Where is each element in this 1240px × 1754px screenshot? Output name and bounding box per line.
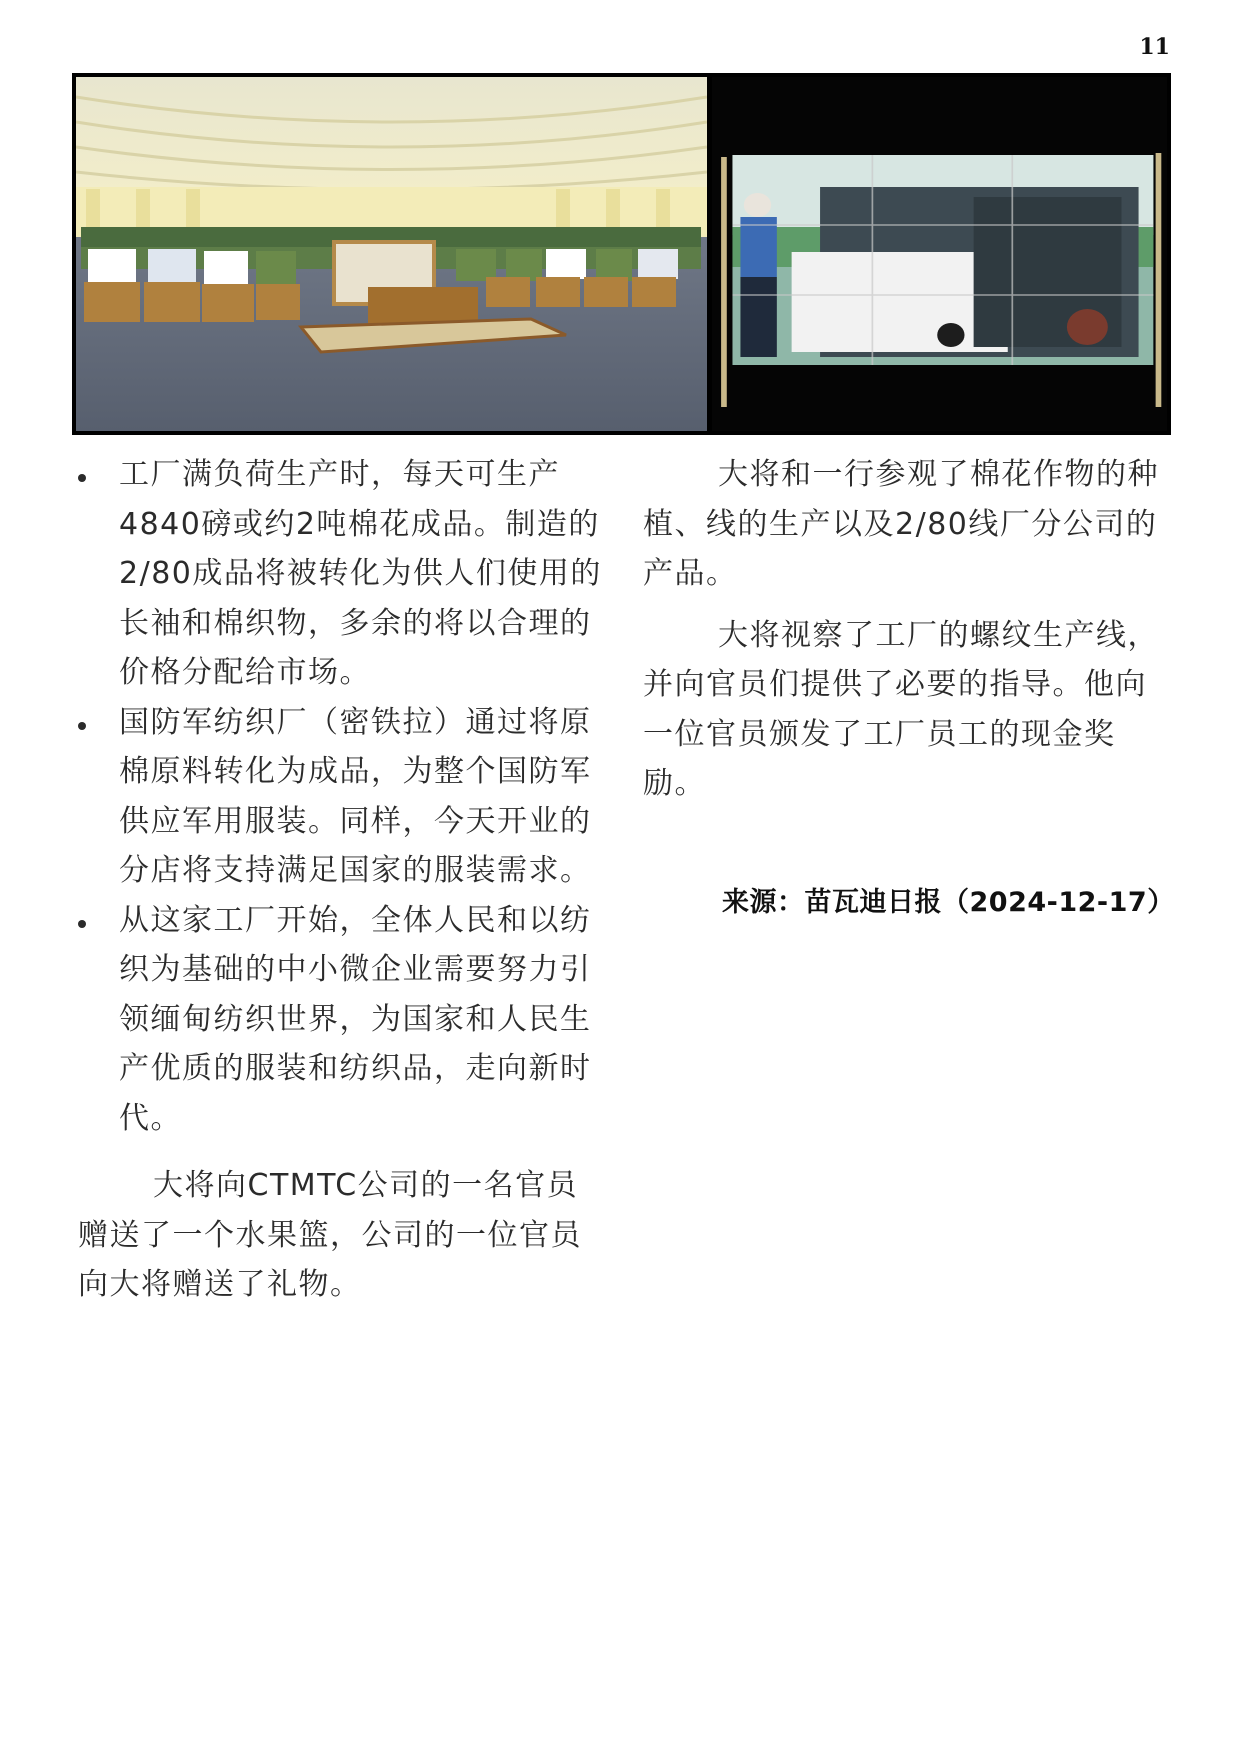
- bullet-text: 国防军纺织厂（密铁拉）通过将原棉原料转化为成品，为整个国防军供应军用服装。同样，今天开业的分店将支持满足国家的服装需求。: [119, 704, 592, 888]
- ceremony-hall-photo: [76, 77, 707, 431]
- bullet-dot-icon: [78, 920, 86, 928]
- visit-paragraph: 大将和一行参观了棉花作物的种植、线的生产以及2/80线厂分公司的产品。: [643, 457, 1159, 591]
- bullet-list: [78, 450, 604, 1143]
- photo-strip: [72, 73, 1171, 435]
- bullet-item: [78, 698, 604, 896]
- bullet-dot-icon: [78, 474, 86, 482]
- bullet-dot-icon: [78, 722, 86, 730]
- gift-paragraph: 大将向CTMTC公司的一名官员赠送了一个水果篮，公司的一位官员向大将赠送了礼物。: [78, 1168, 582, 1302]
- textile-machine-screen-photo: [712, 77, 1167, 431]
- source-citation: 来源：苗瓦迪日报（2024-12-17）: [722, 887, 1175, 918]
- right-column: [643, 450, 1167, 809]
- inspection-paragraph: 大将视察了工厂的螺纹生产线，并向官员们提供了必要的指导。他向一位官员颁发了工厂员工的现金奖励。: [643, 617, 1159, 801]
- bullet-text: 工厂满负荷生产时，每天可生产4840磅或约2吨棉花成品。制造的2/80成品将被转化为供人们使用的长袖和棉织物，多余的将以合理的价格分配给市场。: [119, 457, 602, 690]
- page-number: 11: [1139, 34, 1170, 60]
- bullet-text: 从这家工厂开始，全体人民和以纺织为基础的中小微企业需要努力引领缅甸纺织世界，为国家和人民生产优质的服装和纺织品，走向新时代。: [119, 902, 592, 1136]
- bullet-item: [78, 450, 604, 698]
- bullet-item: [78, 896, 604, 1144]
- left-column: [78, 450, 604, 1310]
